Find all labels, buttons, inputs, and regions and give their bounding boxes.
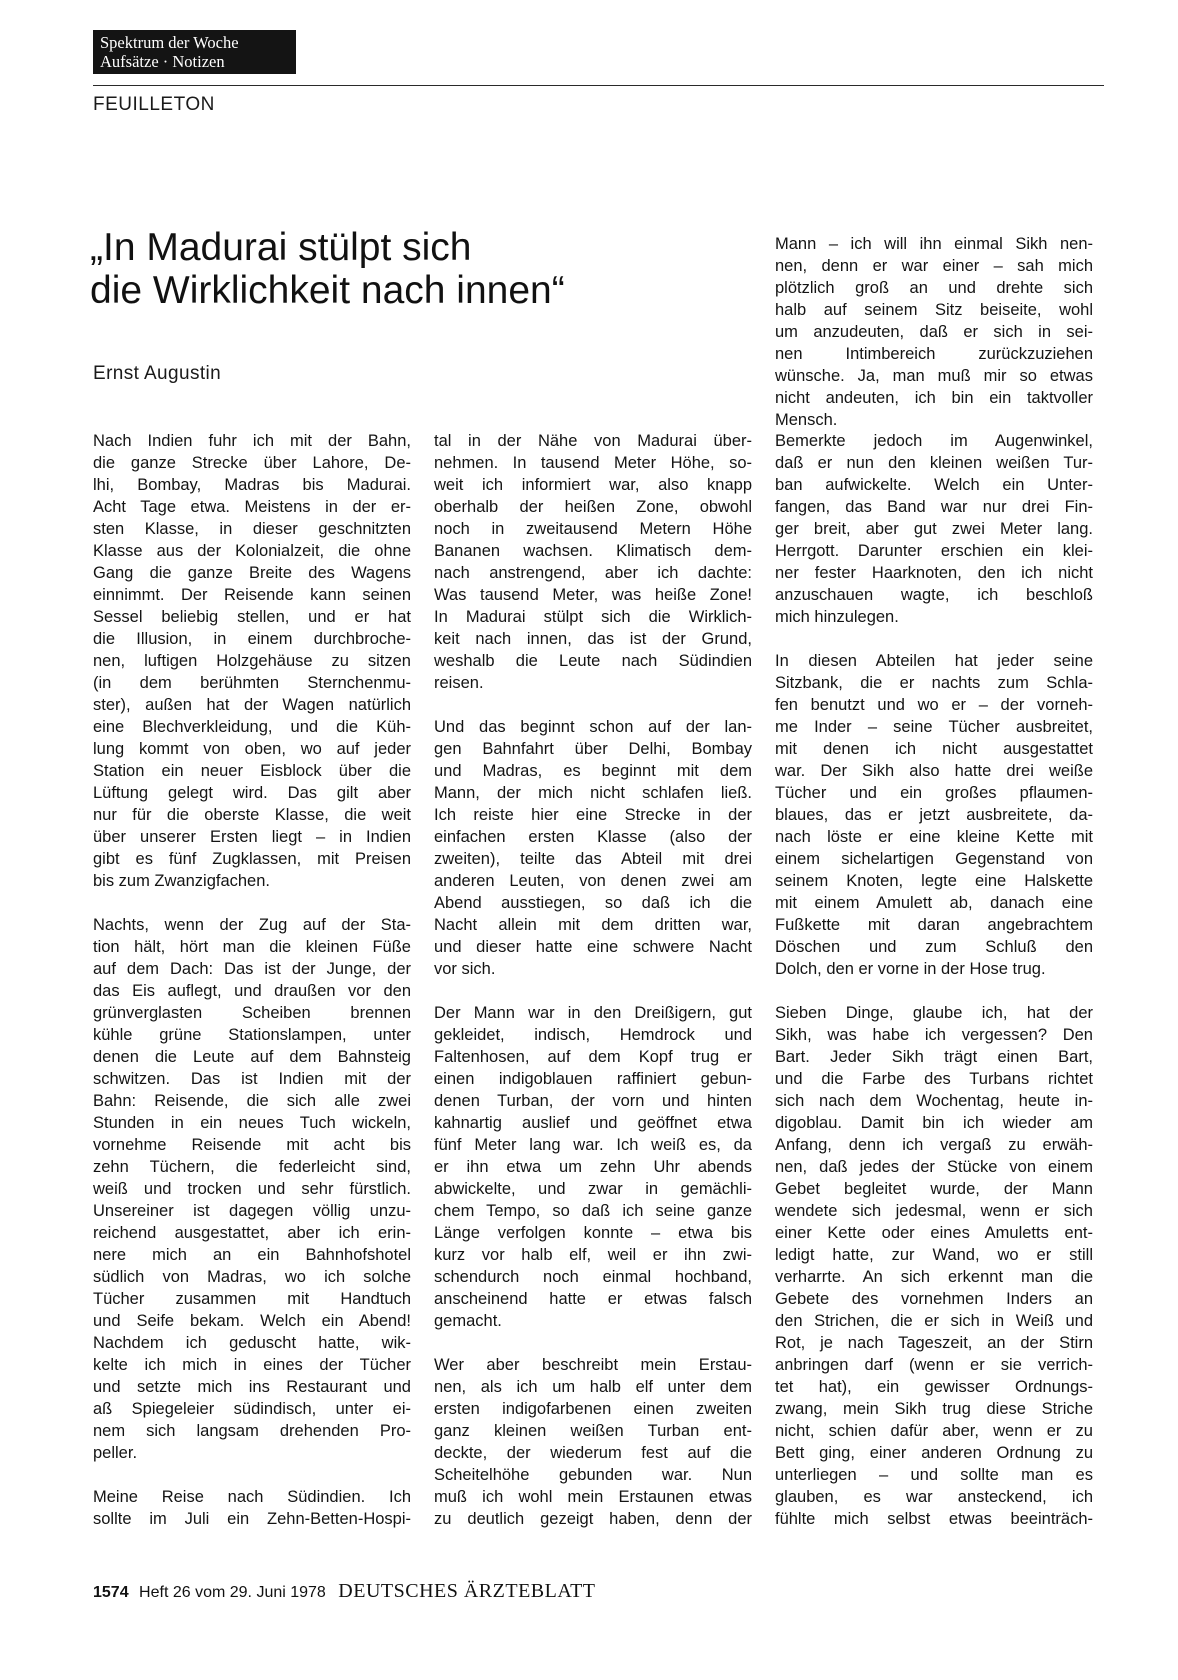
text-line: Sikh, was habe ich vergessen? Den (775, 1026, 1093, 1044)
text-line: Sitzbank, die er nachts zum Schla- (775, 674, 1093, 692)
text-line: plötzlich groß an und drehte sich (775, 279, 1093, 297)
section-label: FEUILLETON (93, 94, 215, 115)
text-line: Gang die ganze Breite des Wagens (93, 564, 411, 582)
text-line: keit nach innen, das ist der Grund, (434, 630, 752, 648)
text-line: nehmen. In tausend Meter Höhe, so- (434, 454, 752, 472)
text-line: mich hinzulegen. (775, 608, 899, 626)
text-line: sollte im Juli ein Zehn-Betten-Hospi- (93, 1510, 411, 1528)
text-line: einer Kette oder eines Amuletts ent- (775, 1224, 1093, 1242)
text-line: nem sich langsam drehenden Pro- (93, 1422, 411, 1440)
paragraph-gap (775, 980, 1093, 1002)
text-line: mit einem Amulett ab, danach eine (775, 894, 1093, 912)
text-line: nach löste er eine kleine Kette mit (775, 828, 1093, 846)
text-line: ganz kleinen weißen Turban ent- (434, 1422, 752, 1440)
text-line: schendurch noch einmal hochband, (434, 1268, 752, 1286)
paragraph-gap (434, 694, 752, 716)
page-number: 1574 (93, 1584, 129, 1601)
text-line: sten Klasse, in dieser geschnitzten (93, 520, 411, 538)
text-line: ersten indigofarbenen einen zweiten (434, 1400, 752, 1418)
text-line: Lüftung gelegt wird. Das gilt aber (93, 784, 411, 802)
text-line: grünverglasten Scheiben brennen (93, 1004, 411, 1022)
journal-name: DEUTSCHES ÄRZTEBLATT (338, 1580, 596, 1602)
text-line: chem Tempo, so daß ich seine ganze (434, 1202, 752, 1220)
text-line: digoblau. Damit bin ich wieder am (775, 1114, 1093, 1132)
text-line: Bahn: Reisende, die sich alle zwei (93, 1092, 411, 1110)
text-line: und dieser hatte eine schwere Nacht (434, 938, 752, 956)
text-line: nur für die oberste Klasse, die weit (93, 806, 411, 824)
text-line: tal in der Nähe von Madurai über- (434, 432, 752, 450)
text-line: die ganze Strecke über Lahore, De- (93, 454, 411, 472)
text-line: Nach Indien fuhr ich mit der Bahn, (93, 432, 411, 450)
text-line: abwickelte, und zwar in gemächli- (434, 1180, 752, 1198)
text-line: einnimmt. Der Reisende kann seinen (93, 586, 411, 604)
text-line: ledigt hatte, zur Wand, wo er still (775, 1246, 1093, 1264)
text-line: ban aufwickelte. Welch ein Unter- (775, 476, 1093, 494)
text-line: bis zum Zwanzigfachen. (93, 872, 270, 890)
text-line: den Strichen, die er sich in Weiß und (775, 1312, 1093, 1330)
text-line: Nachts, wenn der Zug auf der Sta- (93, 916, 411, 934)
text-line: Klasse aus der Kolonialzeit, die ohne (93, 542, 411, 560)
text-line: unterliegen – und sollte man es (775, 1466, 1093, 1484)
text-line: lhi, Bombay, Madras bis Madurai. (93, 476, 411, 494)
text-line: gekleidet, indisch, Hemdrock und (434, 1026, 752, 1044)
text-line: gen Bahnfahrt über Delhi, Bombay (434, 740, 752, 758)
text-line: Bett ging, einer anderen Ordnung zu (775, 1444, 1093, 1462)
text-line: glauben, es war ansteckend, ich (775, 1488, 1093, 1506)
text-line: Wer aber beschreibt mein Erstau- (434, 1356, 752, 1374)
text-line: reichend ausgestattet, aber ich erin- (93, 1224, 411, 1242)
text-line: südlich von Madras, wo ich solche (93, 1268, 411, 1286)
text-line: Meine Reise nach Südindien. Ich (93, 1488, 411, 1506)
article-title (90, 226, 650, 312)
text-line: er ihn etwa um zehn Uhr abends (434, 1158, 752, 1176)
text-line: lung kommt von oben, wo auf jeder (93, 740, 411, 758)
text-line: nach anstrengend, aber ich dachte: (434, 564, 752, 582)
text-line: Herrgott. Darunter erschien ein klei- (775, 542, 1093, 560)
text-line: Tücher und ein großes pflaumen- (775, 784, 1093, 802)
text-line: vornehme Reisende mit acht bis (93, 1136, 411, 1154)
text-line: anderen Leuten, von denen zwei am (434, 872, 752, 890)
text-line: verharrte. An sich erkennt man die (775, 1268, 1093, 1286)
text-line: fen benutzt und wo er – der vorneh- (775, 696, 1093, 714)
text-line: anzuschauen wagte, ich beschloß (775, 586, 1093, 604)
text-line: Station ein neuer Eisblock über die (93, 762, 411, 780)
title-line-2: die Wirklichkeit nach innen“ (90, 269, 565, 312)
text-line: und Seife bekam. Welch ein Abend! (93, 1312, 411, 1330)
text-line: nicht andeuten, ich bin ein taktvoller (775, 389, 1093, 407)
text-column-3-top (775, 233, 1093, 431)
text-line: Bart. Jeder Sikh trägt einen Bart, (775, 1048, 1093, 1066)
text-line: einem sichelartigen Gegenstand von (775, 850, 1093, 868)
text-line: Sessel beliebig stellen, und er hat (93, 608, 411, 626)
text-line: Dolch, den er vorne in der Hose trug. (775, 960, 1046, 978)
text-line: gemacht. (434, 1312, 502, 1330)
text-line: nere mich an ein Bahnhofshotel (93, 1246, 411, 1264)
text-line: denen die Leute auf dem Bahnsteig (93, 1048, 411, 1066)
text-line: ger breit, aber gut zwei Meter lang. (775, 520, 1093, 538)
paragraph-gap (775, 628, 1093, 650)
text-line: blaues, das er jetzt ausbreitete, da- (775, 806, 1093, 824)
text-line: ner fester Haarknoten, den ich nicht (775, 564, 1093, 582)
text-line: zehn Tüchern, die federleicht sind, (93, 1158, 411, 1176)
text-line: Sieben Dinge, glaube ich, hat der (775, 1004, 1093, 1022)
text-line: oberhalb der heißen Zone, obwohl (434, 498, 752, 516)
text-line: Anfang, denn ich vergaß zu erwäh- (775, 1136, 1093, 1154)
text-line: Nacht allein mit dem dritten war, (434, 916, 752, 934)
issue-info: Heft 26 vom 29. Juni 1978 (139, 1584, 326, 1601)
text-line: Was tausend Meter, was heiße Zone! (434, 586, 752, 604)
text-line: wendete sich jedesmal, wenn er sich (775, 1202, 1093, 1220)
text-line: kühle grüne Stationslampen, unter (93, 1026, 411, 1044)
text-line: einfachen ersten Klasse (also der (434, 828, 752, 846)
text-column-2 (434, 430, 752, 1530)
text-line: Fußkette mit daran angebrachtem (775, 916, 1093, 934)
badge-line-1: Spektrum der Woche (100, 33, 239, 52)
text-line: Nachdem ich geduscht hatte, wik- (93, 1334, 411, 1352)
text-line: peller. (93, 1444, 138, 1462)
text-line: zwang, mein Sikh trug diese Striche (775, 1400, 1093, 1418)
text-line: eine Blechverkleidung, und die Küh- (93, 718, 411, 736)
text-line: Bananen wachsen. Klimatisch dem- (434, 542, 752, 560)
text-line: nen, als ich um halb elf unter dem (434, 1378, 752, 1396)
text-line: Scheitelhöhe gebunden war. Nun (434, 1466, 752, 1484)
text-line: Mann – ich will ihn einmal Sikh nen- (775, 235, 1093, 253)
article-author: Ernst Augustin (93, 363, 222, 384)
text-line: daß er nun den kleinen weißen Tur- (775, 454, 1093, 472)
text-line: schwitzen. Das ist Indien mit der (93, 1070, 411, 1088)
text-line: nen Intimbereich zurückzuziehen (775, 345, 1093, 363)
text-line: nen, daß jedes der Stücke von einem (775, 1158, 1093, 1176)
text-line: In diesen Abteilen hat jeder seine (775, 652, 1093, 670)
text-line: aß Spiegeleier südindisch, unter ei- (93, 1400, 411, 1418)
text-line: fangen, das Band war nur drei Fin- (775, 498, 1093, 516)
text-line: tet hat), ein gewisser Ordnungs- (775, 1378, 1093, 1396)
text-line: Ich reiste hier eine Strecke in der (434, 806, 752, 824)
section-badge (93, 30, 296, 74)
text-line: kurz vor halb elf, weil er ihn zwi- (434, 1246, 752, 1264)
text-line: Stunden in ein neues Tuch wickeln, (93, 1114, 411, 1132)
text-line: kelte ich mich in eines der Tücher (93, 1356, 411, 1374)
badge-line-2: Aufsätze · Notizen (100, 52, 225, 71)
text-line: um anzudeuten, daß er sich in sei- (775, 323, 1093, 341)
text-line: Gebete des vornehmen Inders an (775, 1290, 1093, 1308)
header-rule (93, 85, 1104, 86)
text-line: Acht Tage etwa. Meistens in der er- (93, 498, 411, 516)
text-line: Gebet begleitet wurde, der Mann (775, 1180, 1093, 1198)
title-line-1: „In Madurai stülpt sich (90, 226, 472, 269)
text-line: me Inder – seine Tücher ausbreitet, (775, 718, 1093, 736)
text-line: zu deutlich gezeigt haben, denn der (434, 1510, 752, 1528)
text-line: tion hält, hört man die kleinen Füße (93, 938, 411, 956)
text-line: ster), außen hat der Wagen natürlich (93, 696, 411, 714)
text-line: wünsche. Ja, man muß mir so etwas (775, 367, 1093, 385)
text-line: über unserer Ersten liegt – in Indien (93, 828, 411, 846)
text-line: nen, denn er war einer – sah mich (775, 257, 1093, 275)
text-line: Und das beginnt schon auf der lan- (434, 718, 752, 736)
text-line: anscheinend hatte er etwas falsch (434, 1290, 752, 1308)
page-footer (93, 1580, 596, 1603)
text-line: fühlte mich selbst etwas beeinträch- (775, 1510, 1093, 1528)
text-line: das Eis auflegt, und draußen vor den (93, 982, 411, 1000)
text-line: die Illusion, in einem durchbroche- (93, 630, 411, 648)
text-line: muß ich wohl mein Erstaunen etwas (434, 1488, 752, 1506)
text-line: kahnartig auslief und geöffnet etwa (434, 1114, 752, 1132)
text-line: Döschen und zum Schluß den (775, 938, 1093, 956)
text-line: nicht, schien dafür aber, wenn er zu (775, 1422, 1093, 1440)
text-line: halb auf seinem Sitz beiseite, wohl (775, 301, 1093, 319)
text-line: In Madurai stülpt sich die Wirklich- (434, 608, 752, 626)
text-line: und die Farbe des Turbans richtet (775, 1070, 1093, 1088)
text-line: noch in zweitausend Metern Höhe (434, 520, 752, 538)
text-line: Der Mann war in den Dreißigern, gut (434, 1004, 752, 1022)
text-line: auf dem Dach: Das ist der Junge, der (93, 960, 411, 978)
text-line: deckte, der wiederum fest auf die (434, 1444, 752, 1462)
text-line: reisen. (434, 674, 484, 692)
text-line: Bemerkte jedoch im Augenwinkel, (775, 432, 1093, 450)
text-line: Faltenhosen, auf dem Kopf trug er (434, 1048, 752, 1066)
text-line: (in dem berühmten Sternchenmu- (93, 674, 411, 692)
text-line: Rot, je nach Tageszeit, an der Stirn (775, 1334, 1093, 1352)
text-line: denen Turban, der vorn und hinten (434, 1092, 752, 1110)
paragraph-gap (93, 892, 411, 914)
text-line: Länge verfolgen konnte – etwa bis (434, 1224, 752, 1242)
text-line: anbringen darf (wenn er sie verrich- (775, 1356, 1093, 1374)
text-line: einen indigoblauen raffiniert gebun- (434, 1070, 752, 1088)
text-line: und Madras, es beginnt mit dem (434, 762, 752, 780)
text-line: mit denen ich nicht ausgestattet (775, 740, 1093, 758)
text-column-1 (93, 430, 411, 1530)
text-line: sich nach dem Wochentag, heute in- (775, 1092, 1093, 1110)
text-line: Tücher zusammen mit Handtuch (93, 1290, 411, 1308)
text-line: Mann, der mich nicht schlafen ließ. (434, 784, 752, 802)
paragraph-gap (434, 1332, 752, 1354)
text-line: fünf Meter lang war. Ich weiß es, da (434, 1136, 752, 1154)
text-line: vor sich. (434, 960, 496, 978)
text-line: weiß und trocken und sehr fürstlich. (93, 1180, 411, 1198)
text-line: seinem Knoten, legte eine Halskette (775, 872, 1093, 890)
paragraph-gap (434, 980, 752, 1002)
text-line: zweiten), teilte das Abteil mit drei (434, 850, 752, 868)
text-line: Unsereiner ist dagegen völlig unzu- (93, 1202, 411, 1220)
text-line: weit ich informiert war, also knapp (434, 476, 752, 494)
text-line: weshalb die Leute nach Südindien (434, 652, 752, 670)
paragraph-gap (93, 1464, 411, 1486)
text-line: und setzte mich ins Restaurant und (93, 1378, 411, 1396)
text-line: war. Der Sikh also hatte drei weiße (775, 762, 1093, 780)
text-line: nen, luftigen Holzgehäuse zu sitzen (93, 652, 411, 670)
text-line: Mensch. (775, 411, 838, 429)
text-line: gibt es fünf Zugklassen, mit Preisen (93, 850, 411, 868)
text-line: Abend ausstiegen, so daß ich die (434, 894, 752, 912)
text-column-3 (775, 430, 1093, 1530)
